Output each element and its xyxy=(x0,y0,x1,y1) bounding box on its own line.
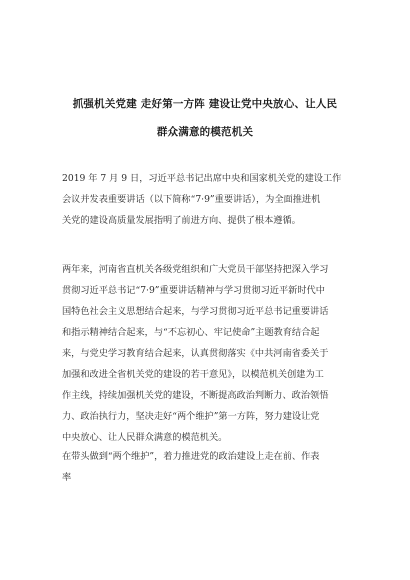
paragraph-line: 2019 年 7 月 9 日，习近平总书记出席中央和国家机关党的建设工作 xyxy=(62,173,342,184)
paragraph-line: 中央放心、让人民群众满意的模范机关。 xyxy=(62,432,228,443)
document-title-line-1: 抓强机关党建 走好第一方阵 建设让党中央放心、让人民 xyxy=(72,98,338,110)
paragraph-3 xyxy=(62,446,357,488)
paragraph-line: 来，与党史学习教育结合起来，认真贯彻落实《中共河南省委关于 xyxy=(62,348,329,359)
paragraph-line: 和指示精神结合起来，与“不忘初心、牢记使命”主题教育结合起 xyxy=(62,327,320,338)
paragraph-line: 力、政治执行力，坚决走好“两个维护”第一方阵，努力建设让党 xyxy=(62,411,320,422)
paragraph-line: 关党的建设高质量发展指明了前进方向、提供了根本遵循。 xyxy=(62,215,301,226)
paragraph-line: 贯彻习近平总书记“7·9”重要讲话精神与学习贯彻习近平新时代中 xyxy=(62,285,325,296)
paragraph-line: 两年来，河南省直机关各级党组织和广大党员干部坚持把深入学习 xyxy=(62,264,329,275)
paragraph-line: 加强和改进全省机关党的建设的若干意见》，以模范机关创建为工 xyxy=(62,369,324,380)
document-title-line-2: 群众满意的模范机关 xyxy=(156,126,254,138)
paragraph-line: 国特色社会主义思想结合起来，与学习贯彻习近平总书记重要讲话 xyxy=(62,306,329,317)
paragraph-line: 在带头做到“两个维护”，着力推进党的政治建设上走在前、作表 xyxy=(62,451,320,462)
paragraph-1 xyxy=(62,168,357,231)
paragraph-line: 率 xyxy=(62,472,72,483)
paragraph-line: 作主线，持续加强机关党的建设，不断提高政治判断力、政治领悟 xyxy=(62,390,329,401)
paragraph-2 xyxy=(62,259,357,448)
paragraph-line: 会议并发表重要讲话（以下简称“7·9”重要讲话），为全面推进机 xyxy=(62,194,321,205)
